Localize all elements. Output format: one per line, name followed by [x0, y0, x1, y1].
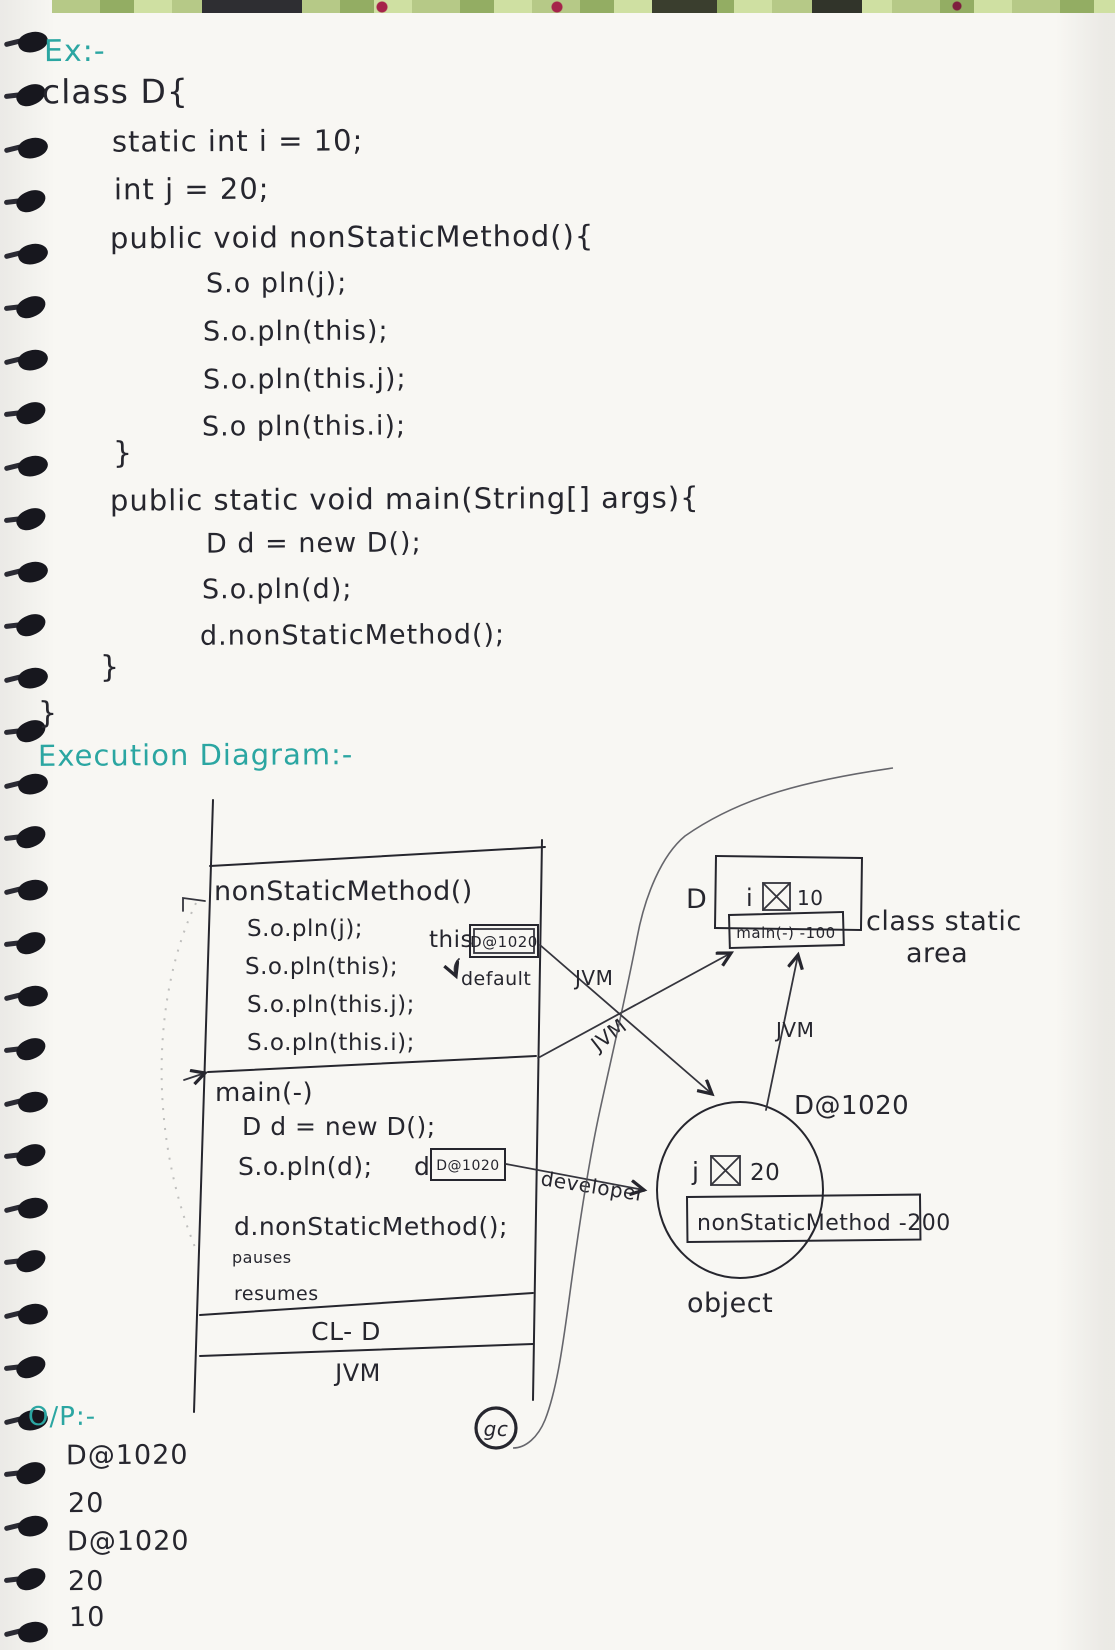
classloader-label: CL- D [311, 1317, 381, 1346]
code-line: int j = 20; [113, 171, 270, 207]
code-line: S.o pln(j); [205, 267, 348, 300]
output-value: 20 [67, 1565, 105, 1598]
default-note: default [461, 968, 532, 990]
stack-frame1-line: S.o.pln(this); [245, 954, 399, 980]
instance-field-value: 20 [750, 1160, 781, 1186]
jvm-arrow-label: JVM [776, 1018, 815, 1042]
stack-frame1-line: S.o.pln(j); [247, 916, 364, 942]
class-static-caption: class static [866, 906, 1022, 937]
stack-frame2-line: D d = new D(); [242, 1112, 436, 1141]
code-line: public void nonStaticMethod(){ [109, 218, 595, 256]
object-circle [657, 1102, 823, 1278]
class-static-caption: area [906, 938, 969, 969]
crossed-default-x [763, 883, 790, 910]
object-caption: object [687, 1288, 774, 1319]
stack-frame2-title: main(-) [215, 1078, 314, 1108]
default-hook-arrow [455, 959, 459, 976]
instance-field-name: j [692, 1157, 700, 1186]
code-line: S.o.pln(this.j); [202, 363, 407, 396]
stack-left-line [194, 800, 213, 1412]
frame1-pointer [183, 898, 205, 911]
jvm-arrow-label: JVM [575, 966, 614, 990]
code-line: S.o pln(this.i); [201, 410, 407, 443]
main-method-entry: main(-) -100 [736, 924, 836, 942]
this-variable-label: this [429, 927, 473, 953]
stack-frame1-title: nonStaticMethod() [214, 876, 473, 907]
this-reference-value: D@1020 [470, 933, 538, 951]
class-static-box [715, 856, 862, 930]
d-variable-label: d [414, 1152, 431, 1181]
code-line: S.o.pln(this); [202, 315, 389, 348]
code-line: class D{ [41, 71, 189, 112]
frame2-pointer [184, 1073, 205, 1080]
nonstatic-method-entry: nonStaticMethod -200 [697, 1211, 951, 1236]
code-line: D d = new D(); [205, 527, 422, 560]
output-value: D@1020 [65, 1439, 189, 1472]
stack-frame1-line: S.o.pln(this.i); [247, 1030, 415, 1056]
code-line: d.nonStaticMethod(); [199, 619, 506, 652]
stack-divider-1 [208, 1056, 536, 1072]
class-name-label: D [686, 884, 708, 915]
gc-label: gc [483, 1417, 509, 1441]
output-value: 20 [67, 1487, 105, 1520]
output-value: D@1020 [66, 1525, 190, 1558]
code-line: } [37, 695, 59, 732]
static-field-name: i [746, 884, 754, 912]
stack-frame2-line: d.nonStaticMethod(); [234, 1212, 508, 1241]
output-value: 10 [68, 1601, 106, 1634]
section-heading-execution-diagram: Execution Diagram:- [37, 737, 354, 773]
code-line: public static void main(String[] args){ [109, 480, 700, 518]
stack-top-line [210, 847, 545, 866]
developer-arrow-label: developer [539, 1166, 647, 1207]
example-label: Ex:- [43, 33, 106, 70]
code-line: } [112, 435, 134, 472]
output-label: O/P:- [27, 1401, 97, 1433]
code-line: static int i = 10; [111, 123, 364, 159]
code-line: } [99, 649, 121, 686]
pauses-note: pauses [232, 1248, 292, 1267]
static-field-value: 10 [797, 886, 824, 910]
object-reference-label: D@1020 [794, 1091, 910, 1121]
jvm-stack-label: JVM [335, 1359, 381, 1387]
code-line: S.o.pln(d); [201, 573, 353, 606]
crossed-default-x [711, 1156, 740, 1185]
jvm-arrow-label: JVM [586, 1013, 632, 1056]
d-reference-value: D@1020 [436, 1158, 500, 1174]
stack-frame2-line: S.o.pln(d); [238, 1152, 373, 1181]
resumes-note: resumes [234, 1283, 319, 1305]
stack-frame1-line: S.o.pln(this.j); [247, 992, 415, 1018]
arrow-this-to-object [540, 945, 712, 1094]
